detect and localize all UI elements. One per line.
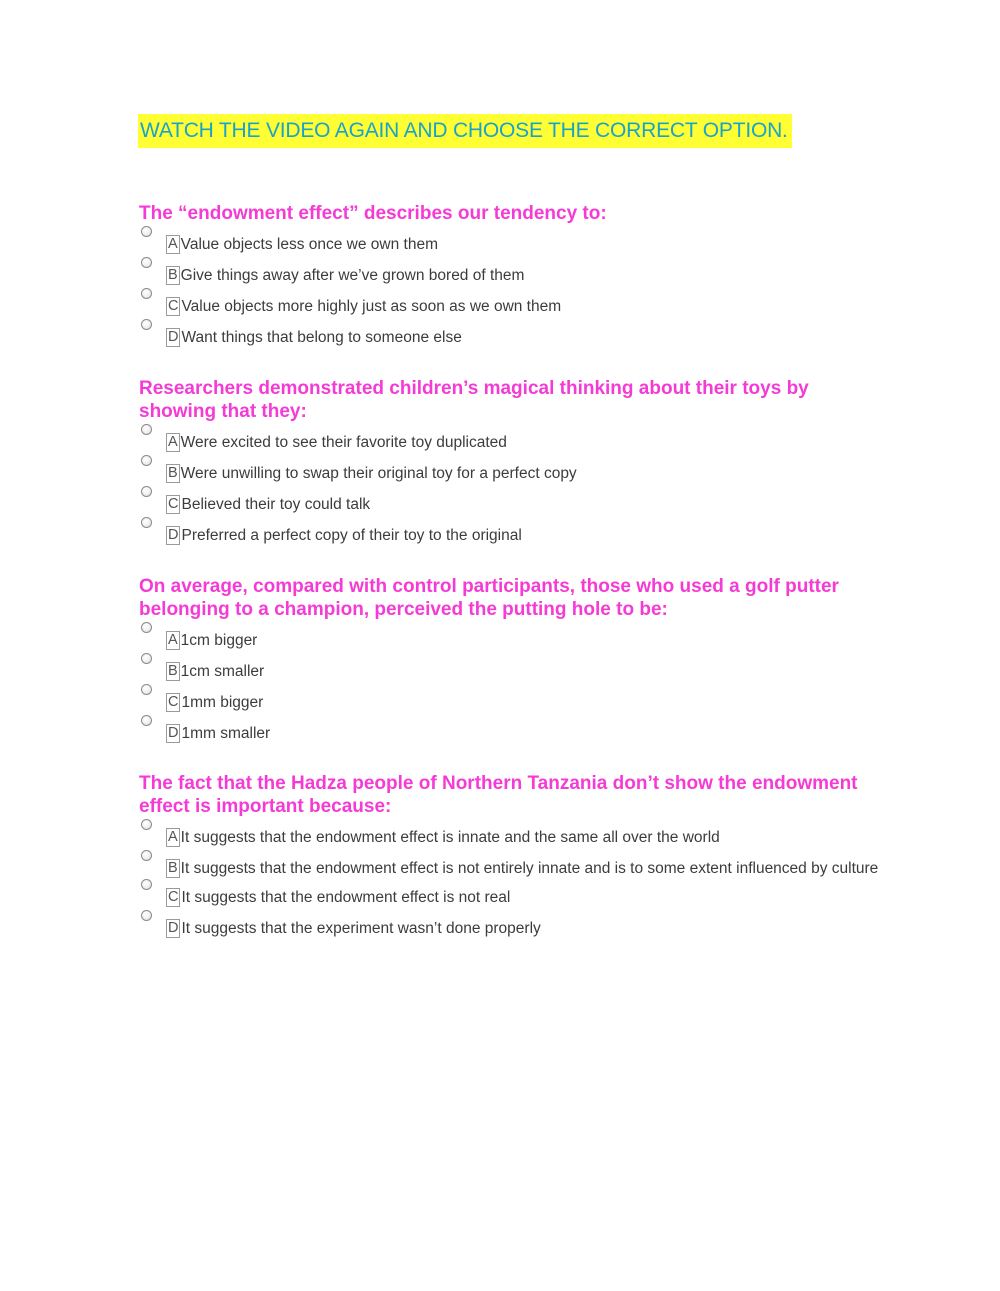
radio-button[interactable] [141, 684, 152, 695]
radio-button[interactable] [141, 257, 152, 268]
option-letter: D [168, 724, 179, 741]
option-text: 1cm smaller [180, 663, 265, 681]
question-1 [139, 202, 879, 348]
question-4 [139, 772, 879, 939]
option-text: Were unwilling to swap their original toy for a perfect copy [180, 465, 577, 483]
radio-button[interactable] [141, 424, 152, 435]
radio-button[interactable] [141, 486, 152, 497]
option-a[interactable] [139, 235, 879, 255]
option-b[interactable] [139, 662, 879, 682]
option-text: Believed their toy could talk [181, 496, 371, 514]
option-b[interactable] [139, 464, 879, 484]
option-a[interactable] [139, 433, 879, 453]
option-letter: B [168, 859, 178, 876]
option-c[interactable] [139, 297, 879, 317]
option-text: Value objects less once we own them [180, 236, 438, 253]
option-letter: D [168, 919, 179, 936]
radio-button[interactable] [141, 319, 152, 330]
option-letter: D [168, 328, 179, 345]
option-text: 1mm bigger [181, 694, 264, 712]
option-text: Want things that belong to someone else [181, 329, 462, 347]
option-d[interactable] [139, 328, 879, 348]
option-c[interactable] [139, 495, 879, 515]
radio-button[interactable] [141, 715, 152, 726]
radio-button[interactable] [141, 455, 152, 466]
option-text: It suggests that the endowment effect is not real [181, 889, 511, 907]
option-letter: C [168, 495, 179, 512]
option-text: Value objects more highly just as soon as we own them [181, 298, 562, 316]
option-text: Give things away after we’ve grown bored of them [180, 267, 525, 285]
option-letter: D [168, 526, 179, 543]
question-title: The “endowment effect” describes our tendency to: [139, 203, 607, 224]
radio-button[interactable] [141, 850, 152, 861]
radio-button[interactable] [141, 288, 152, 299]
option-d[interactable] [139, 724, 879, 744]
option-text: Preferred a perfect copy of their toy to the original [181, 527, 522, 545]
option-a[interactable] [139, 828, 879, 848]
option-text: 1cm bigger [180, 632, 258, 649]
option-b[interactable] [139, 859, 879, 879]
page-heading: WATCH THE VIDEO AGAIN AND CHOOSE THE CORRECT OPTION. [138, 114, 792, 148]
option-d[interactable] [139, 526, 879, 546]
radio-button[interactable] [141, 517, 152, 528]
option-c[interactable] [139, 888, 879, 908]
question-3 [139, 575, 879, 744]
radio-button[interactable] [141, 879, 152, 890]
question-title: Researchers demonstrated children’s magical thinking about their toys by showing that they: [139, 378, 809, 422]
option-letter: A [168, 828, 178, 845]
option-letter: A [168, 631, 178, 648]
option-letter: B [168, 464, 178, 481]
question-title: On average, compared with control participants, those who used a golf putter belonging to a champion, perceived the putting hole to be: [139, 576, 839, 620]
radio-button[interactable] [141, 622, 152, 633]
question-2 [139, 377, 879, 546]
radio-button[interactable] [141, 226, 152, 237]
option-letter: C [168, 297, 179, 314]
question-title: The fact that the Hadza people of Northern Tanzania don’t show the endowment effect is important because: [139, 773, 858, 817]
option-letter: A [168, 433, 178, 450]
option-text: It suggests that the endowment effect is not entirely innate and is to some extent influenced by culture [180, 860, 879, 878]
option-text: It suggests that the endowment effect is innate and the same all over the world [180, 829, 720, 846]
option-text: It suggests that the experiment wasn’t done properly [181, 920, 541, 938]
option-letter: A [168, 235, 178, 252]
radio-button[interactable] [141, 910, 152, 921]
option-letter: B [168, 266, 178, 283]
option-letter: B [168, 662, 178, 679]
option-letter: C [168, 693, 179, 710]
radio-button[interactable] [141, 653, 152, 664]
option-a[interactable] [139, 631, 879, 651]
option-c[interactable] [139, 693, 879, 713]
option-b[interactable] [139, 266, 879, 286]
option-letter: C [168, 888, 179, 905]
option-text: 1mm smaller [181, 725, 271, 743]
option-d[interactable] [139, 919, 879, 939]
radio-button[interactable] [141, 819, 152, 830]
option-text: Were excited to see their favorite toy duplicated [180, 434, 507, 451]
